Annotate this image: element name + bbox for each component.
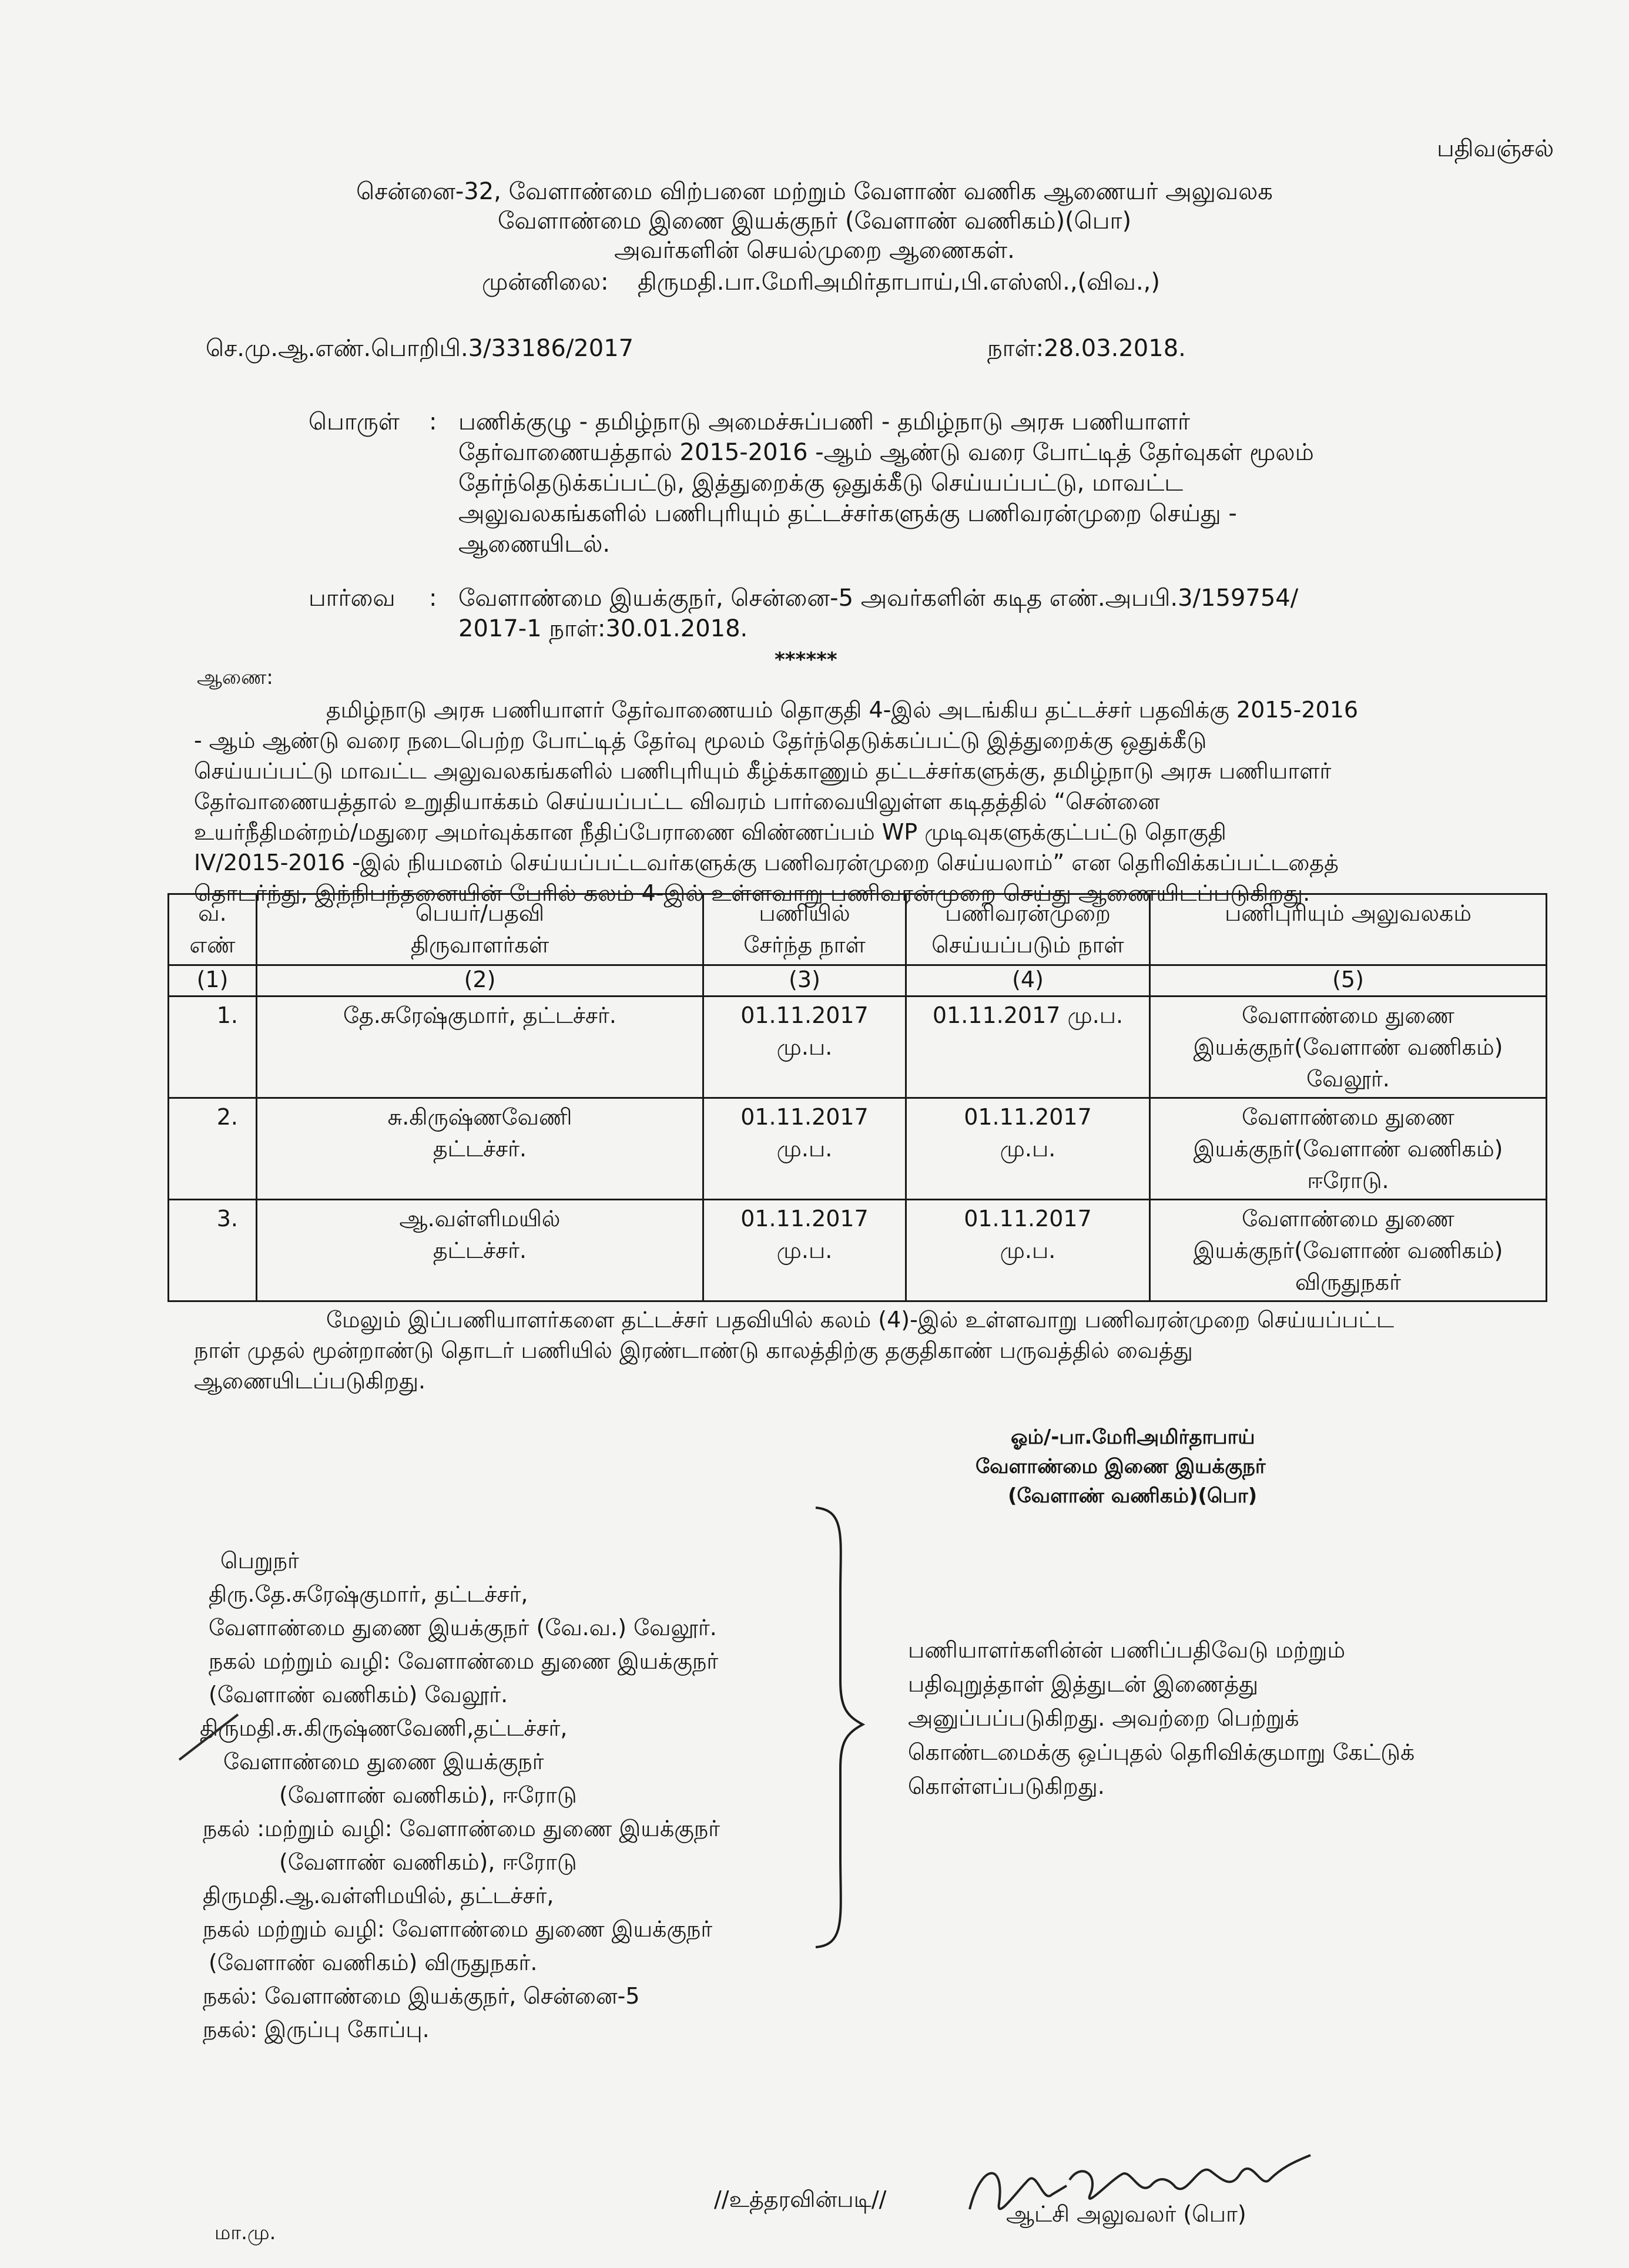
order-date: நாள்:28.03.2018.: [987, 335, 1186, 362]
subject-colon: :: [429, 408, 437, 435]
designation-text: தட்டச்சர்.: [433, 1136, 527, 1162]
date-suffix: மு.ப.: [776, 1237, 833, 1263]
registered-post-label: பதிவஞ்சல்: [1437, 135, 1554, 162]
enclosure-line: கொள்ளப்படுகிறது.: [908, 1773, 1105, 1799]
office-text: வேளாண்மை துணை: [1242, 1206, 1454, 1232]
column-number: (3): [703, 965, 906, 997]
table-row: [169, 997, 1547, 1098]
name-text: ஆ.வள்ளிமயில்: [399, 1206, 561, 1232]
order-line: தமிழ்நாடு அரசு பணியாளர் தேர்வாணையம் தொகுதி 4-இல் அடங்கிய தட்டச்சர் பதவிக்கு 2015-2016: [326, 697, 1359, 723]
table-row: [169, 1098, 1547, 1200]
column-number: (2): [257, 965, 703, 997]
date-suffix: மு.ப.: [1000, 1237, 1056, 1263]
order-line: உயர்நீதிமன்றம்/மதுரை அமர்வுக்கான நீதிப்பேராணை விண்ணப்பம் WP முடிவுகளுக்குட்பட்டு தொகுதி: [194, 819, 1226, 845]
header-cell: [169, 894, 257, 965]
header-text: பணிவரன்முறை: [945, 900, 1111, 926]
reference-colon: :: [429, 585, 437, 612]
date-text: 01.11.2017: [740, 1104, 869, 1130]
date-text: 01.11.2017: [964, 1104, 1092, 1130]
signatory-department: (வேளாண் வணிகம்)(பொ): [1008, 1484, 1258, 1508]
header-text: சேர்ந்த நாள்: [743, 932, 866, 958]
regularisation-table: [167, 893, 1547, 1302]
recipients-heading: பெறுநர்: [220, 1548, 299, 1573]
date-text: 01.11.2017 மு.ப.: [932, 1002, 1124, 1028]
recipient-line: நகல் மற்றும் வழி: வேளாண்மை துணை இயக்குநர்: [209, 1648, 719, 1674]
separator-stars: ******: [775, 648, 837, 672]
recipient-line: திருமதி.ஆ.வள்ளிமயில், தட்டச்சர்,: [203, 1883, 554, 1908]
name-text: தே.சுரேஷ்குமார், தட்டச்சர்.: [343, 1002, 616, 1028]
recipient-line: வேளாண்மை துணை இயக்குநர்: [223, 1749, 544, 1774]
serial-number: 2.: [169, 1098, 257, 1200]
column-number-row: [169, 965, 1547, 997]
office-text: ஈரோடு.: [1307, 1167, 1389, 1193]
officer-title: ஆட்சி அலுவலர் (பொ): [1006, 2201, 1246, 2227]
header-text: வ.: [198, 900, 227, 926]
subject-line: அலுவலகங்களில் பணிபுரியும் தட்டச்சர்களுக்கு பணிவரன்முறை செய்து -: [458, 500, 1237, 527]
header-text: பணியில்: [759, 900, 850, 926]
name-cell: [257, 997, 703, 1098]
table-header-row: [169, 894, 1547, 965]
name-cell: [257, 1200, 703, 1301]
order-label: ஆணை:: [197, 666, 273, 689]
table-row: [169, 1200, 1547, 1301]
presence-label: முன்னிலை:: [482, 269, 609, 296]
serial-number: 1.: [169, 997, 257, 1098]
enclosure-line: அனுப்பப்படுகிறது. அவற்றை பெற்றுக்: [908, 1705, 1299, 1731]
regularisation-date-cell: [906, 997, 1150, 1098]
header-text: செய்யப்படும் நாள்: [931, 932, 1124, 958]
column-number: (5): [1150, 965, 1547, 997]
column-number: (1): [169, 965, 257, 997]
order-line: தேர்வாணையத்தால் உறுதியாக்கம் செய்யப்பட்ட விவரம் பார்வையிலுள்ள கடிதத்தில் “சென்னை: [194, 789, 1160, 814]
office-text: இயக்குநர்(வேளாண் வணிகம்): [1193, 1136, 1503, 1162]
order-line: செய்யப்பட்டு மாவட்ட அலுவலகங்களில் பணிபுரியும் கீழ்க்காணும் தட்டச்சர்களுக்கு, தமிழ்நாடு அரசு பணியாளர்: [194, 758, 1332, 784]
enclosure-line: கொண்டமைக்கு ஒப்புதல் தெரிவிக்குமாறு கேட்டுக்: [908, 1739, 1415, 1765]
date-suffix: மு.ப.: [776, 1136, 833, 1162]
joining-date-cell: [703, 1098, 906, 1200]
office-cell: [1150, 997, 1547, 1098]
office-text: வேலூர்.: [1306, 1066, 1390, 1092]
right-brace-icon: [811, 1504, 870, 1951]
column-number: (4): [906, 965, 1150, 997]
office-text: இயக்குநர்(வேளாண் வணிகம்): [1193, 1237, 1503, 1263]
date-text: 01.11.2017: [964, 1206, 1092, 1232]
header-officer: வேளாண்மை இணை இயக்குநர் (வேளாண் வணிகம்)(பொ): [497, 207, 1132, 234]
office-cell: [1150, 1098, 1547, 1200]
reference-label: பார்வை: [309, 585, 395, 612]
recipient-line: திருமதி.சு.கிருஷ்ணவேணி,தட்டச்சர்,: [200, 1715, 568, 1741]
header-cell: [1150, 894, 1547, 965]
office-text: வேளாண்மை துணை: [1242, 1104, 1454, 1130]
subject-label: பொருள்: [309, 408, 400, 435]
header-text: பணிபுரியும் அலுவலகம்: [1225, 900, 1472, 926]
joining-date-cell: [703, 997, 906, 1098]
recipient-line: (வேளாண் வணிகம்) விருதுநகர்.: [209, 1950, 538, 1975]
name-cell: [257, 1098, 703, 1200]
header-cell: [257, 894, 703, 965]
serial-number: 3.: [169, 1200, 257, 1301]
header-text: பெயர்/பதவி: [415, 900, 545, 926]
enclosure-line: பணியாளர்களின்ன் பணிப்பதிவேடு மற்றும்: [908, 1637, 1346, 1663]
regularisation-date-cell: [906, 1098, 1150, 1200]
office-text: வேளாண்மை துணை: [1242, 1002, 1454, 1028]
date-text: 01.11.2017: [740, 1002, 869, 1028]
further-line: மேலும் இப்பணியாளர்களை தட்டச்சர் பதவியில் கலம் (4)-இல் உள்ளவாறு பணிவரன்முறை செய்யப்பட்ட: [326, 1307, 1395, 1333]
joining-date-cell: [703, 1200, 906, 1301]
reference-line: 2017-1 நாள்:30.01.2018.: [458, 615, 748, 642]
order-line: IV/2015-2016 -இல் நியமனம் செய்யப்பட்டவர்களுக்கு பணிவரன்முறை செய்யலாம்” என தெரிவிக்கப்பட்டதைத்: [194, 850, 1339, 875]
date-suffix: மு.ப.: [776, 1034, 833, 1060]
by-order-text: //உத்தரவின்படி//: [714, 2186, 887, 2212]
office-text: இயக்குநர்(வேளாண் வணிகம்): [1193, 1034, 1503, 1060]
header-cell: [703, 894, 906, 965]
order-line: தொடர்ந்து, இந்நிபந்தனையின் பேரில் கலம் 4-இல் உள்ளவாறு பணிவரன்முறை செய்து ஆணையிடப்படுகிறது.: [194, 880, 1310, 906]
reference-number: செ.மு.ஆ.எண்.பொறிபி.3/33186/2017: [206, 335, 634, 362]
date-text: 01.11.2017: [740, 1206, 869, 1232]
recipient-line: நகல்: வேளாண்மை இயக்குநர், சென்னை-5: [203, 1983, 640, 2009]
subject-line: ஆணையிடல்.: [458, 531, 611, 558]
name-text: சு.கிருஷ்ணவேணி: [387, 1104, 572, 1130]
recipient-line: (வேளாண் வணிகம்) வேலூர்.: [209, 1682, 508, 1707]
signatory-designation: வேளாண்மை இணை இயக்குநர்: [976, 1455, 1266, 1478]
further-line: ஆணையிடப்படுகிறது.: [194, 1368, 426, 1394]
order-line: - ஆம் ஆண்டு வரை நடைபெற்ற போட்டித் தேர்வு மூலம் தேர்ந்தெடுக்கப்பட்டு இத்துறைக்கு ஒதுக்கீடு: [194, 727, 1207, 753]
signed-name: ஓம்/-பா.மேரிஅமிர்தாபாய்: [1011, 1425, 1255, 1449]
margin-tick-icon: [176, 1710, 241, 1763]
recipient-line: வேளாண்மை துணை இயக்குநர் (வே.வ.) வேலூர்.: [209, 1615, 717, 1640]
initials: மா.மு.: [214, 2221, 276, 2244]
recipient-line: நகல்: இருப்பு கோப்பு.: [203, 2017, 430, 2042]
office-text: விருதுநகர்: [1295, 1269, 1401, 1295]
header-text: திருவாளர்கள்: [410, 932, 549, 958]
further-line: நாள் முதல் மூன்றாண்டு தொடர் பணியில் இரண்டாண்டு காலத்திற்கு தகுதிகாண் பருவத்தில் வைத்து: [194, 1337, 1193, 1363]
date-suffix: மு.ப.: [1000, 1136, 1056, 1162]
regularisation-date-cell: [906, 1200, 1150, 1301]
header-cell: [906, 894, 1150, 965]
reference-line: வேளாண்மை இயக்குநர், சென்னை-5 அவர்களின் கடித எண்.அபபி.3/159754/: [458, 585, 1299, 612]
designation-text: தட்டச்சர்.: [433, 1237, 527, 1263]
recipient-line: திரு.தே.சுரேஷ்குமார், தட்டச்சர்,: [209, 1581, 528, 1607]
subject-line: தேர்ந்தெடுக்கப்பட்டு, இத்துறைக்கு ஒதுக்கீடு செய்யப்பட்டு, மாவட்ட: [458, 469, 1184, 496]
recipient-line: (வேளாண் வணிகம்), ஈரோடு: [279, 1849, 577, 1875]
recipient-line: நகல் :மற்றும் வழி: வேளாண்மை துணை இயக்குநர்: [203, 1816, 720, 1841]
enclosure-line: பதிவுறுத்தாள் இத்துடன் இணைத்து: [908, 1671, 1259, 1697]
subject-line: தேர்வாணையத்தால் 2015-2016 -ஆம் ஆண்டு வரை போட்டித் தேர்வுகள் மூலம்: [458, 439, 1314, 466]
subject-line: பணிக்குழு - தமிழ்நாடு அமைச்சுப்பணி - தமிழ்நாடு அரசு பணியாளர்: [458, 408, 1190, 435]
office-cell: [1150, 1200, 1547, 1301]
recipient-line: (வேளாண் வணிகம்), ஈரோடு: [279, 1782, 577, 1808]
presence-value: திருமதி.பா.மேரிஅமிர்தாபாய்,பி.எஸ்ஸி.,(விவ.,): [638, 269, 1160, 296]
header-proceedings: அவர்களின் செயல்முறை ஆணைகள்.: [614, 237, 1015, 264]
recipient-line: நகல் மற்றும் வழி: வேளாண்மை துணை இயக்குநர்: [203, 1916, 713, 1942]
header-office: சென்னை-32, வேளாண்மை விற்பனை மற்றும் வேளாண் வணிக ஆணையர் அலுவலக: [356, 178, 1273, 205]
header-text: எண்: [189, 932, 236, 958]
